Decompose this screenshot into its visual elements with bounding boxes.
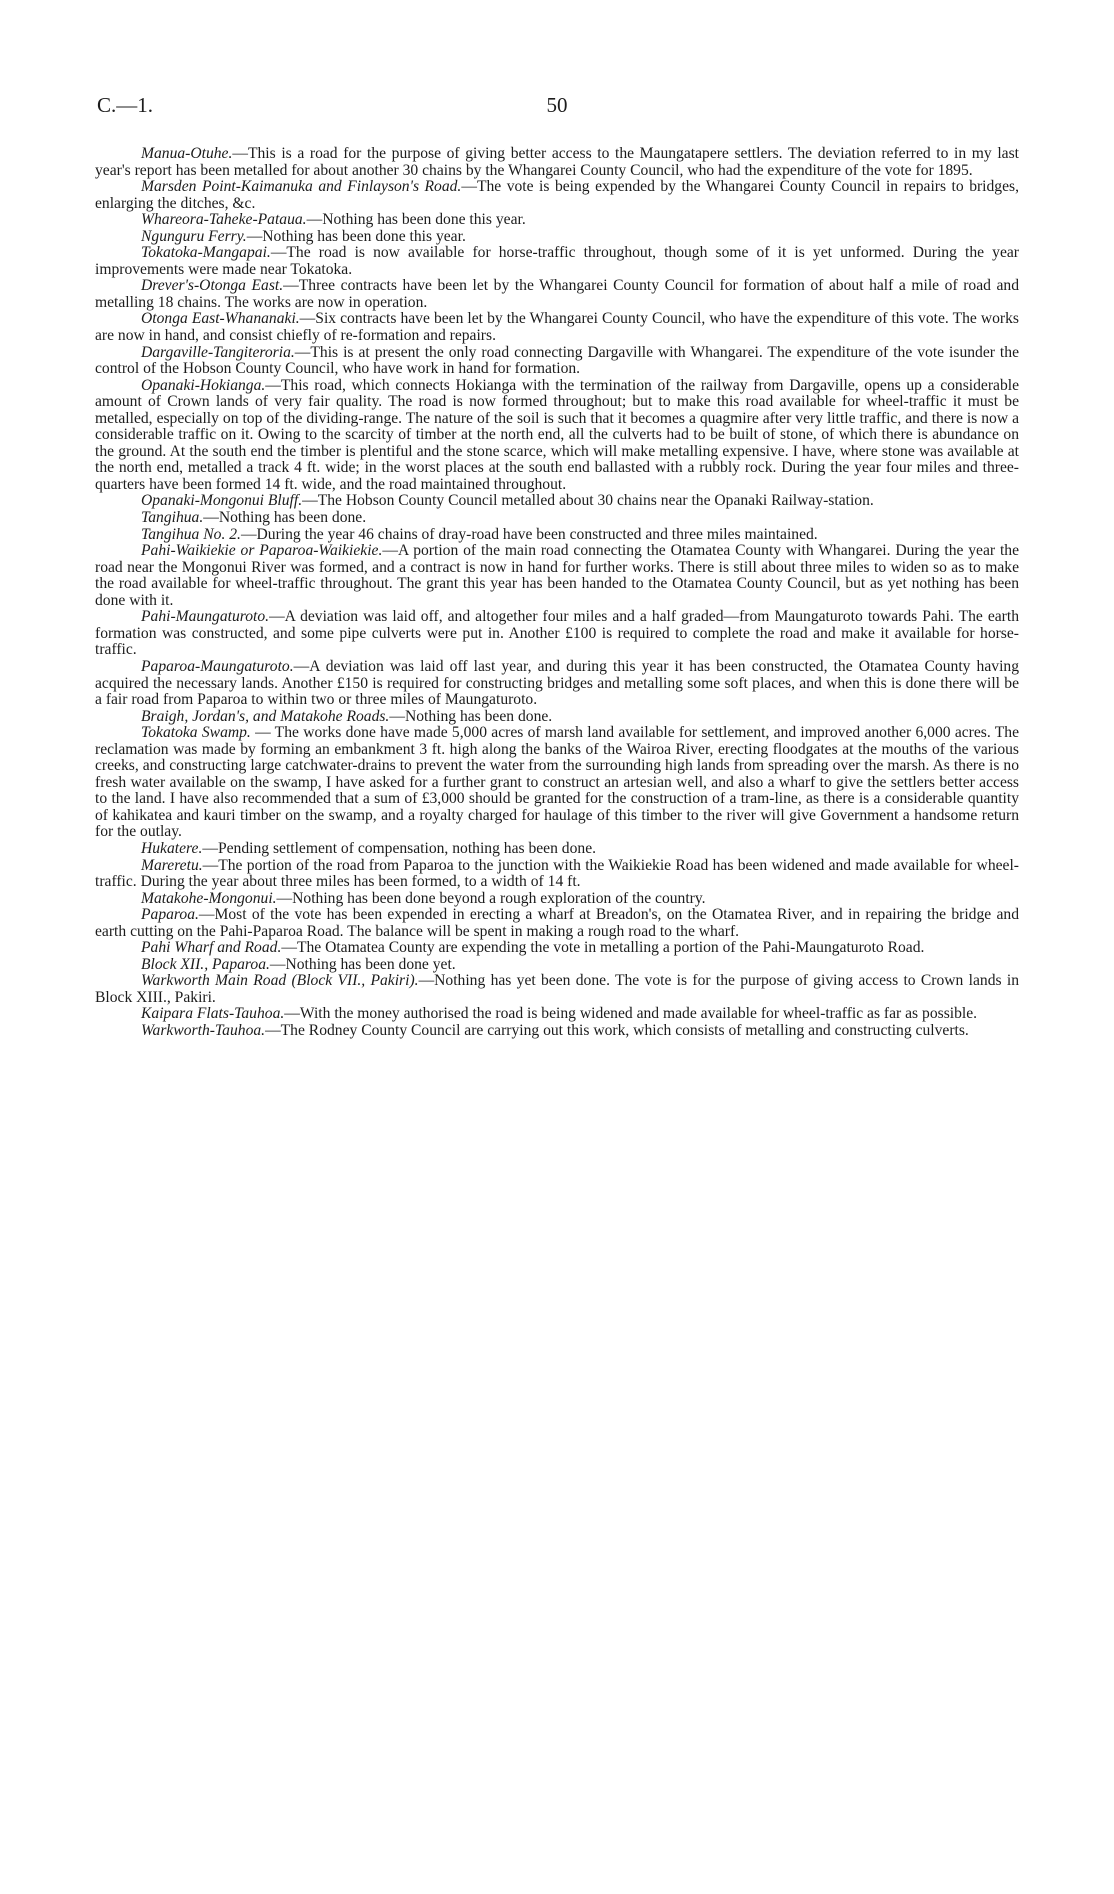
road-name: Tokatoka Swamp. <box>141 724 251 742</box>
road-name: Drever's-Otonga East. <box>141 277 284 295</box>
road-description: —Three contracts have been let by the Whangarei County Council for formation of about half a mile of road and metalling 18 chains. The works are now in operation. <box>95 277 1019 311</box>
road-name: Manua-Otuhe. <box>141 145 233 162</box>
road-description: —This is at present the only road connecting Dargaville with Whangarei. The expenditure of the vote isunder the control of the Hobson County Council, who have work in hand for formation. <box>95 343 1019 378</box>
road-description: —Nothing has been done this year. <box>246 227 466 245</box>
page-header <box>97 93 1017 123</box>
road-name: Tangihua No. 2. <box>141 525 241 543</box>
road-entry-paragraph <box>95 378 1019 494</box>
road-entry-paragraph <box>95 940 1019 957</box>
road-entry-paragraph <box>95 1006 1019 1023</box>
road-entry-paragraph <box>95 146 1019 179</box>
road-name: Mareretu. <box>141 856 203 874</box>
road-name: Matakohe-Mongonui. <box>141 889 277 907</box>
road-entry-paragraph <box>95 957 1019 974</box>
road-name: Hukatere. <box>141 839 203 857</box>
road-entry-paragraph <box>95 345 1019 378</box>
road-entry-paragraph <box>95 493 1019 510</box>
road-entry-paragraph <box>95 659 1019 709</box>
road-entry-paragraph <box>95 891 1019 908</box>
road-description: —The Otamatea County are expending the vote in metalling a portion of the Pahi-Maungaturoto Road. <box>281 939 925 957</box>
road-description: —Six contracts have been let by the Whangarei County Council, who have the expenditure of this vote. The works are now in hand, and consist chiefly of re-formation and repairs. <box>95 310 1019 345</box>
report-body <box>95 146 1019 1040</box>
road-description: —With the money authorised the road is being widened and made available for wheel-traffic as far as possible. <box>284 1005 978 1023</box>
road-name: Paparoa-Maungaturoto. <box>141 657 294 675</box>
road-entry-paragraph <box>95 1023 1019 1040</box>
road-name: Warkworth Main Road (Block VII., Pakiri). <box>141 972 419 990</box>
road-entry-paragraph <box>95 311 1019 344</box>
road-description: —During the year 46 chains of dray-road have been constructed and three miles maintained. <box>240 525 818 543</box>
road-name: Paparoa. <box>141 906 199 924</box>
road-entry-paragraph <box>95 907 1019 940</box>
road-entry-paragraph <box>95 858 1019 891</box>
road-name: Pahi-Maungaturoto. <box>141 608 270 626</box>
road-entry-paragraph <box>95 510 1019 527</box>
road-name: Opanaki-Hokianga. <box>141 376 266 394</box>
road-description: —Pending settlement of compensation, nothing has been done. <box>202 839 597 857</box>
road-name: Tangihua. <box>141 509 204 527</box>
road-entry-paragraph <box>95 841 1019 858</box>
road-description: —The portion of the road from Paparoa to the junction with the Waikiekie Road has been widened and made available for wheel-traffic. During the year about three miles has been formed, to a width of 14 ft. <box>95 856 1019 891</box>
road-description: —A portion of the main road connecting the Otamatea County with Whangarei. During the year the road near the Mongonui River was formed, and a contract is now in hand for further works. There is still about three miles to widen so as to make the road available for wheel-traffic throughout. The grant this year has been handed to the Otamatea County Council, but as yet nothing has been done with it. <box>95 542 1019 609</box>
page-number: 50 <box>546 93 568 117</box>
road-description: —Most of the vote has been expended in erecting a wharf at Breadon's, on the Otamatea River, and in repairing the bridge and earth cutting on the Pahi-Paparoa Road. The balance will be spent in making a rough road to the wharf. <box>95 906 1019 940</box>
road-description: —A deviation was laid off last year, and during this year it has been constructed, the Otamatea County having acquired the necessary lands. Another £150 is required for constructing bridges and metalling some soft places, and when this is done there will be a fair road from Paparoa to within two or three miles of Maungaturoto. <box>95 657 1019 709</box>
road-description: —This road, which connects Hokianga with the termination of the railway from Dargaville, opens up a considerable amount of Crown lands of very fair quality. The road is now formed throughout; but to make this road available for wheel-traffic it must be metalled, especially on top of the dividing-range. The nature of the soil is such that it becomes a quagmire after very little traffic, and there is now a considerable traffic on it. Owing to the scarcity of timber at the north end, all the culverts had to be built of stone, of which there is abundance on the ground. At the south end the timber is plentiful and the stone scarce, which will make metalling expensive. I have, where stone was available at the north end, metalled a track 4 ft. wide; in the worst places at the south end ballasted with a rubbly rock. During the year four miles and three-quarters have been formed 14 ft. wide, and the road maintained throughout. <box>95 376 1019 493</box>
road-name: Warkworth-Tauhoa. <box>141 1021 266 1039</box>
road-entry-paragraph <box>95 725 1019 841</box>
road-description: —Nothing has been done this year. <box>306 211 526 229</box>
road-entry-paragraph <box>95 973 1019 1006</box>
road-entry-paragraph <box>95 609 1019 659</box>
road-description: — The works done have made 5,000 acres of marsh land available for settlement, and improved another 6,000 acres. The reclamation was made by forming an embankment 3 ft. high along the banks of the Wairoa River, erecting floodgates at the mouths of the various creeks, and constructing large catchwater-drains to prevent the water from the surrounding high lands from spreading over the marsh. As there is no fresh water available on the swamp, I have asked for a further grant to construct an artesian well, and also a wharf to give the settlers better access to the land. I have also recommended that a sum of £3,000 should be granted for the construction of a tram-line, as there is a considerable quantity of kahikatea and kauri timber on the swamp, and a royalty charged for haulage of this timber to the river will give Government a handsome return for the outlay. <box>95 724 1019 841</box>
road-name: Opanaki-Mongonui Bluff. <box>141 492 303 510</box>
road-description: —Nothing has been done beyond a rough exploration of the country. <box>276 889 706 907</box>
road-name: Marsden Point-Kaimanuka and Finlayson's Road. <box>141 178 462 196</box>
road-description: —A deviation was laid off, and altogether four miles and a half graded—from Maungaturoto towards Pahi. The earth formation was constructed, and some pipe culverts were put in. Another £100 is required to complete the road and make it available for horse-traffic. <box>95 608 1019 659</box>
road-name: Pahi Wharf and Road. <box>141 939 282 957</box>
road-description: —Nothing has been done. <box>203 509 367 527</box>
road-description: —Nothing has been done yet. <box>269 955 456 973</box>
road-description: —Nothing has yet been done. The vote is for the purpose of giving access to Crown lands in Block XIII., Pakiri. <box>95 972 1019 1006</box>
road-name: Otonga East-Whananaki. <box>141 310 300 328</box>
road-description: —The Rodney County Council are carrying out this work, which consists of metalling and constructing culverts. <box>265 1021 969 1039</box>
road-description: —Nothing has been done. <box>389 707 553 725</box>
road-entry-paragraph <box>95 543 1019 609</box>
road-name: Block XII., Paparoa. <box>141 955 270 973</box>
road-name: Pahi-Waikiekie or Paparoa-Waikiekie. <box>141 542 383 560</box>
road-entry-paragraph <box>95 709 1019 726</box>
road-description: —The road is now available for horse-traffic throughout, though some of it is yet unformed. During the year improvements were made near Tokatoka. <box>95 244 1019 278</box>
road-name: Braigh, Jordan's, and Matakohe Roads. <box>141 707 390 725</box>
road-name: Dargaville-Tangiteroria. <box>141 343 295 361</box>
road-name: Tokatoka-Mangapai. <box>141 244 271 262</box>
road-entry-paragraph <box>95 212 1019 229</box>
road-name: Ngunguru Ferry. <box>141 227 247 245</box>
road-description: —The Hobson County Council metalled about 30 chains near the Opanaki Railway-station. <box>302 492 874 510</box>
road-entry-paragraph <box>95 527 1019 544</box>
section-reference: C.—1. <box>97 93 154 117</box>
road-description: —The vote is being expended by the Whangarei County Council in repairs to bridges, enlarging the ditches, &c. <box>95 178 1019 212</box>
road-description: —This is a road for the purpose of giving better access to the Maungatapere settlers. The deviation referred to in my last year's report has been metalled for about another 30 chains by the Whangarei County Council, who had the expenditure of the vote for 1895. <box>95 145 1019 179</box>
road-entry-paragraph <box>95 229 1019 246</box>
road-name: Whareora-Taheke-Pataua. <box>141 211 307 229</box>
road-entry-paragraph <box>95 245 1019 278</box>
road-name: Kaipara Flats-Tauhoa. <box>141 1005 285 1023</box>
road-entry-paragraph <box>95 278 1019 311</box>
road-entry-paragraph <box>95 179 1019 212</box>
